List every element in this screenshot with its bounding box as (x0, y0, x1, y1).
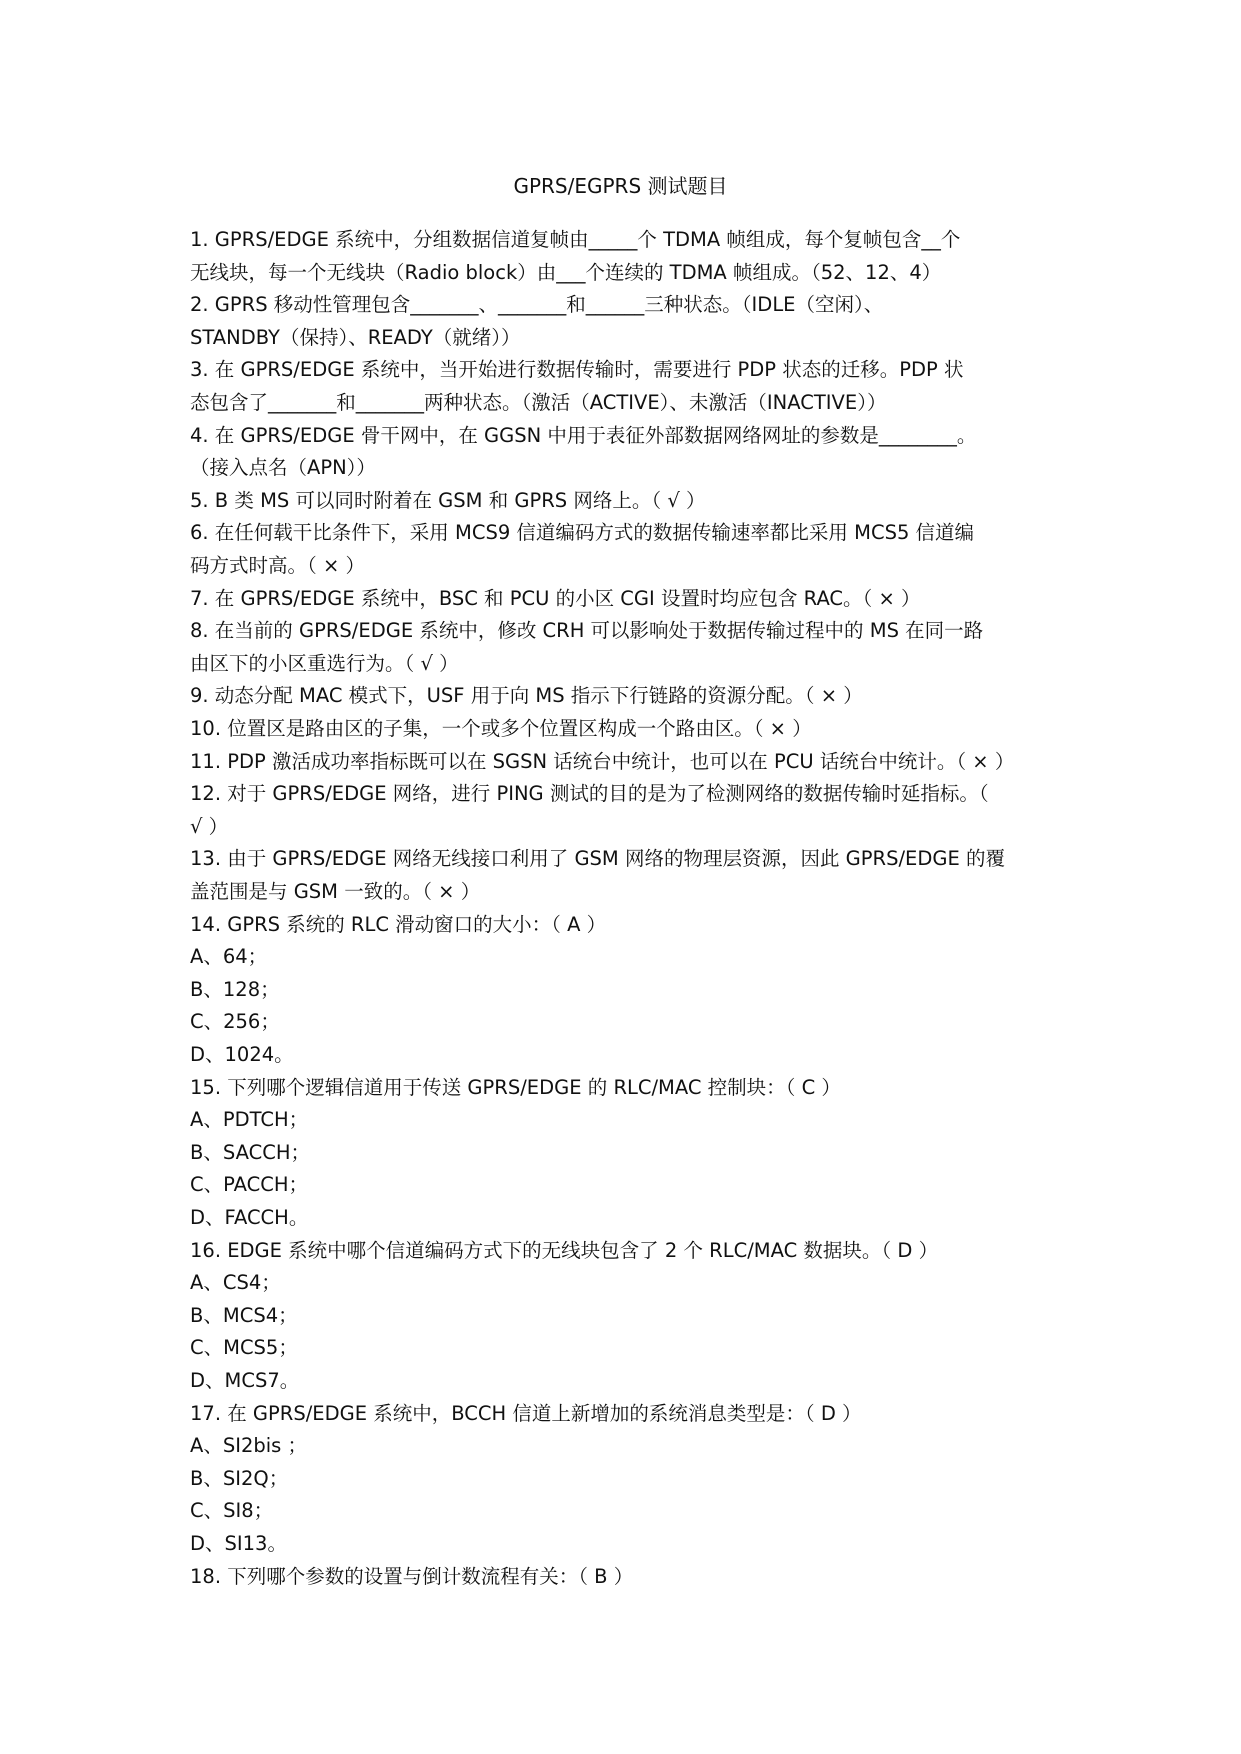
text-line: 14. GPRS 系统的 RLC 滑动窗口的大小：（ A ） (190, 912, 607, 936)
text-line: 4. 在 GPRS/EDGE 骨干网中，在 GGSN 中用于表征外部数据网络网址的参数是________。 (190, 423, 977, 447)
text-line: 2. GPRS 移动性管理包含_______、_______和______三种状态。（IDLE（空闲）、 (190, 293, 884, 317)
text-line: 12. 对于 GPRS/EDGE 网络，进行 PING 测试的目的是为了检测网络的数据传输时延指标。（ (190, 782, 989, 806)
text-line: B、MCS4； (190, 1303, 298, 1327)
text-line: 6. 在任何载干比条件下，采用 MCS9 信道编码方式的数据传输速率都比采用 MCS5 信道编 (190, 521, 975, 545)
text-line: 11. PDP 激活成功率指标既可以在 SGSN 话统台中统计，也可以在 PCU 话统台中统计。（ × ） (190, 749, 1015, 773)
text-line: 18. 下列哪个参数的设置与倒计数流程有关：（ B ） (190, 1564, 634, 1588)
text-line: B、SACCH； (190, 1140, 311, 1164)
text-line: √ ） (190, 814, 229, 838)
text-line: B、SI2Q； (190, 1466, 289, 1490)
text-line: 态包含了_______和_______两种状态。（激活（ACTIVE）、未激活（INACTIVE）） (190, 391, 887, 414)
text-line: 由区下的小区重选行为。（ √ ） (190, 651, 459, 675)
text-line: 8. 在当前的 GPRS/EDGE 系统中，修改 CRH 可以影响处于数据传输过程中的 MS 在同一路 (190, 619, 984, 643)
text-line: A、64； (190, 945, 268, 969)
text-line: （接入点名（APN）） (190, 456, 376, 480)
text-line: 17. 在 GPRS/EDGE 系统中，BCCH 信道上新增加的系统消息类型是：（ D ） (190, 1401, 862, 1425)
document-title: GPRS/EGPRS 测试题目 (513, 174, 728, 198)
text-line: 1. GPRS/EDGE 系统中，分组数据信道复帧由_____个 TDMA 帧组成，每个复帧包含__个 (190, 228, 961, 251)
text-line: A、CS4； (190, 1271, 281, 1295)
text-line: 5. B 类 MS 可以同时附着在 GSM 和 GPRS 网络上。（ √ ） (190, 488, 706, 512)
text-line: 3. 在 GPRS/EDGE 系统中，当开始进行数据传输时，需要进行 PDP 状态的迁移。PDP 状 (190, 358, 964, 382)
text-line: 码方式时高。（ × ） (190, 554, 365, 577)
text-line: C、MCS5； (190, 1336, 298, 1360)
text-line: A、PDTCH； (190, 1108, 309, 1132)
text-line: B、128； (190, 977, 280, 1001)
text-line: D、SI13。 (190, 1532, 287, 1555)
text-line: 13. 由于 GPRS/EDGE 网络无线接口利用了 GSM 网络的物理层资源，因此 GPRS/EDGE 的覆 (190, 847, 1005, 871)
text-line: 9. 动态分配 MAC 模式下，USF 用于向 MS 指示下行链路的资源分配。（ × ） (190, 684, 863, 708)
text-line: C、SI8； (190, 1499, 274, 1523)
text-line: 10. 位置区是路由区的子集，一个或多个位置区构成一个路由区。（ × ） (190, 717, 812, 740)
text-line: STANDBY（保持）、READY（就绪）） (190, 325, 521, 349)
text-line: 无线块，每一个无线块（Radio block）由___个连续的 TDMA 帧组成。（52、12、4） (190, 260, 942, 284)
text-line: 16. EDGE 系统中哪个信道编码方式下的无线块包含了 2 个 RLC/MAC 数据块。（ D ） (190, 1238, 939, 1262)
text-line: 15. 下列哪个逻辑信道用于传送 GPRS/EDGE 的 RLC/MAC 控制块：（ C ） (190, 1075, 841, 1099)
text-line: D、1024。 (190, 1043, 294, 1066)
text-line: A、SI2bis ； (190, 1434, 308, 1458)
text-line: D、FACCH。 (190, 1206, 309, 1229)
text-line: D、MCS7。 (190, 1369, 300, 1392)
text-line: C、PACCH； (190, 1173, 309, 1197)
text-line: C、256； (190, 1010, 280, 1034)
text-line: 盖范围是与 GSM 一致的。（ × ） (190, 880, 481, 903)
text-line: 7. 在 GPRS/EDGE 系统中，BSC 和 PCU 的小区 CGI 设置时均应包含 RAC。（ × ） (190, 586, 921, 610)
